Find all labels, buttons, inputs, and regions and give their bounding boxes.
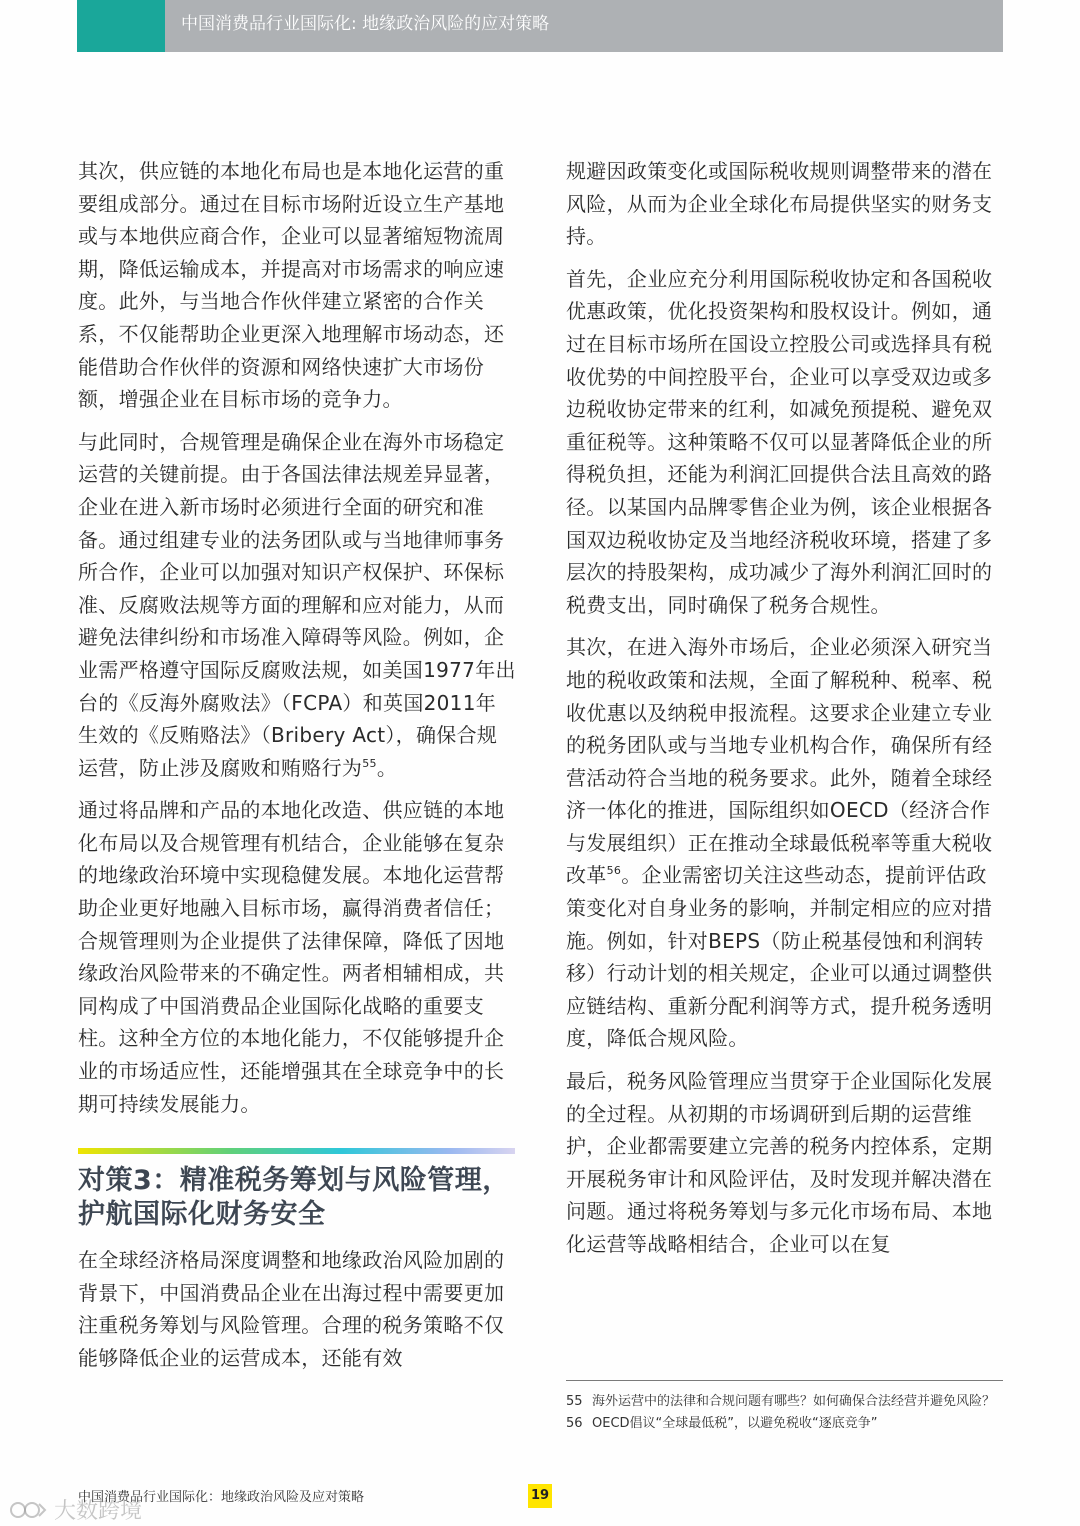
footnote-number: 55	[566, 1394, 583, 1409]
paragraph: 首先，企业应充分利用国际税收协定和各国税收优惠政策，优化投资架构和股权设计。例如，通过在目标市场所在国设立控股公司或选择具有税收优势的中间控股平台，企业可以享受双边或多边税收协定带来的红利，如减免预提税、避免双重征税等。这种策略不仅可以显著降低企业的所得税负担，还能为利润汇回提供合法且高效的路径。以某国内品牌零售企业为例，该企业根据各国双边税收协定及当地经济税收环境，搭建了多层次的持股架构，成功减少了海外利润汇回时的税费支出，同时确保了税务合规性。	[566, 266, 993, 617]
footnote-ref[interactable]: 56	[606, 864, 622, 878]
header-bar	[77, 0, 1003, 52]
paragraph-text: 其次，在进入海外市场后，企业必须深入研究当地的税收政策和法规，全面了解税种、税率、税收优惠以及纳税申报流程。这要求企业建立专业的税务团队或与当地专业机构合作，确保所有经营活动符合当地的税务要求。此外，随着全球经济一体化的推进，国际组织如OECD（经济合作与发展组织）正在推动全球最低税率等重大税收改革	[566, 635, 993, 888]
footnote-item	[566, 1415, 1003, 1433]
footnote-text: OECD倡议“全球最低税”，以避免税收“逐底竞争”	[592, 1416, 878, 1431]
paragraph-text-end: 。企业需密切关注这些动态，提前评估政策变化对自身业务的影响，并制定相应的应对措施。例如，针对BEPS（防止税基侵蚀和利润转移）行动计划的相关规定，企业可以通过调整供应链结构、重新分配利润等方式，提升税务透明度，降低合规风险。	[566, 863, 993, 1051]
paragraph: 其次，供应链的本地化布局也是本地化运营的重要组成部分。通过在目标市场附近设立生产基地或与本地供应商合作，企业可以显著缩短物流周期，降低运输成本，并提高对市场需求的响应速度。此外，与当地合作伙伴建立紧密的合作关系，不仅能帮助企业更深入地理解市场动态，还能借助合作伙伴的资源和网络快速扩大市场份额，增强企业在目标市场的竞争力。	[78, 159, 505, 412]
footnote-ref[interactable]: 55	[362, 756, 377, 770]
paragraph	[566, 631, 1004, 1055]
paragraph: 规避因政策变化或国际税收规则调整带来的潜在风险，从而为企业全球化布局提供坚实的财务支持。	[566, 159, 993, 249]
paragraph: 最后，税务风险管理应当贯穿于企业国际化发展的全过程。从初期的市场调研到后期的运营维护，企业都需要建立完善的税务内控体系，定期开展税务审计和风险评估，及时发现并解决潜在问题。通过将税务筹划与多元化市场布局、本地化运营等战略相结合，企业可以在复	[566, 1069, 993, 1256]
footnotes	[566, 1380, 1003, 1437]
footer-title: 中国消费品行业国际化：地缘政治风险及应对策略	[78, 1490, 365, 1505]
page-number: 19	[528, 1484, 552, 1508]
right-column	[566, 155, 1004, 1271]
paragraph-text: 与此同时，合规管理是确保企业在海外市场稳定运营的关键前提。由于各国法律法规差异显著，企业在进入新市场时必须进行全面的研究和准备。通过组建专业的法务团队或与当地律师事务所合作，企业可以加强对知识产权保护、环保标准、反腐败法规等方面的理解和应对能力，从而避免法律纠纷和市场准入障碍等风险。例如，企业需严格遵守国际反腐败法规，如美国1977年出台的《反海外腐败法》（FCPA）和英国2011年生效的《反贿赂法》（Bribery Act），确保合规运营，防止涉及腐败和贿赂行为	[78, 429, 516, 780]
section-divider	[78, 1148, 515, 1154]
header-title: 中国消费品行业国际化: 地缘政治风险的应对策略	[181, 14, 550, 34]
paragraph: 在全球经济格局深度调整和地缘政治风险加剧的背景下，中国消费品企业在出海过程中需要更加注重税务筹划与风险管理。合理的税务策略不仅能够降低企业的运营成本，还能有效	[78, 1248, 505, 1370]
paragraph	[78, 426, 516, 785]
paragraph-text-end: 。	[376, 755, 398, 780]
section-title: 对策3：精准税务筹划与风险管理，护航国际化财务安全	[78, 1165, 510, 1231]
watermark	[8, 1494, 142, 1525]
paragraph: 通过将品牌和产品的本地化改造、供应链的本地化布局以及合规管理有机结合，企业能够在复杂的地缘政治环境中实现稳健发展。本地化运营帮助企业更好地融入目标市场，赢得消费者信任；合规管理则为企业提供了法律保障，降低了因地缘政治风险带来的不确定性。两者相辅相成，共同构成了中国消费品企业国际化战略的重要支柱。这种全方位的本地化能力，不仅能够提升企业的市场适应性，还能增强其在全球竞争中的长期可持续发展能力。	[78, 798, 505, 1116]
watermark-logo-icon	[8, 1499, 48, 1521]
header-accent-block	[77, 0, 165, 52]
left-column	[78, 155, 516, 1385]
watermark-text: 大数跨境	[54, 1499, 143, 1524]
footnote-text: 海外运营中的法律和合规问题有哪些？如何确保合法经营并避免风险？	[592, 1394, 996, 1409]
footnote-number: 56	[566, 1416, 583, 1431]
footnote-item	[566, 1393, 1003, 1411]
